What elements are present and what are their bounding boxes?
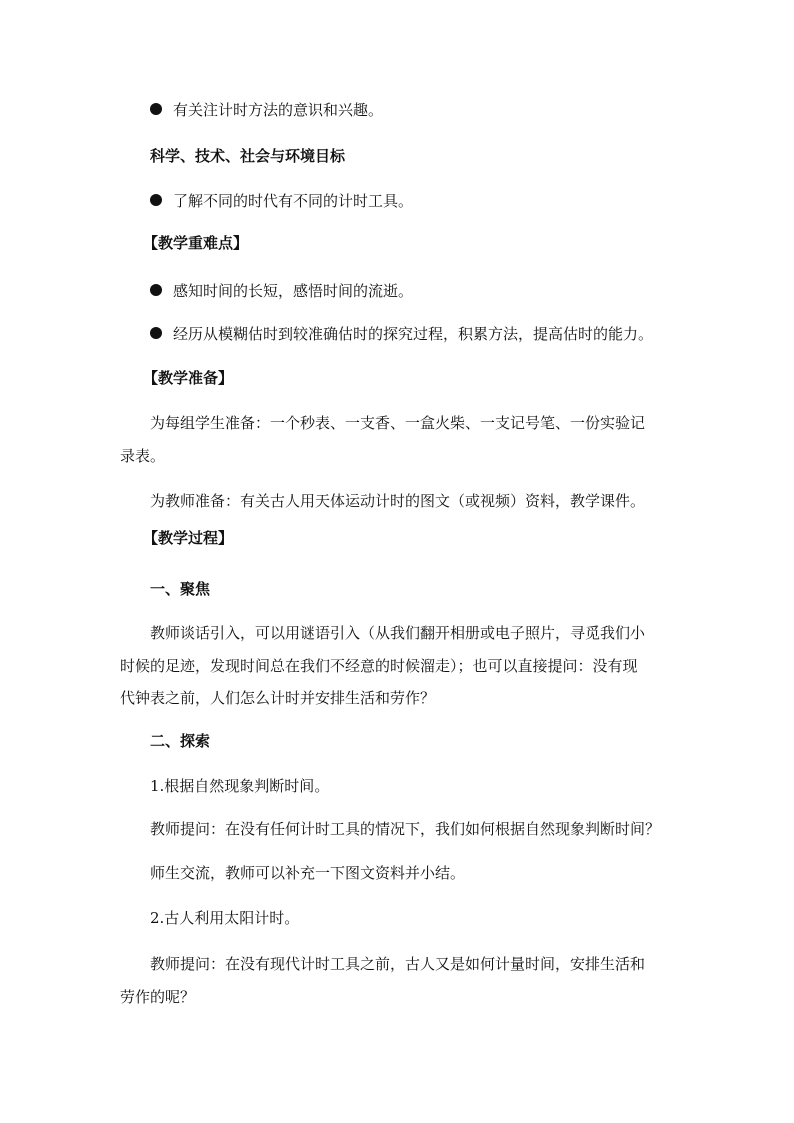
step-title-2: 2.古人利用太阳计时。 <box>150 909 300 927</box>
bullet-icon <box>150 103 162 115</box>
section-heading-preparation: 【教学准备】 <box>143 369 234 387</box>
section-heading-sts: 科学、技术、社会与环境目标 <box>150 147 346 165</box>
section-heading-key-points: 【教学重难点】 <box>143 234 249 252</box>
paragraph-step2-question-line: 教师提问：在没有现代计时工具之前，古人又是如何计量时间，安排生活和 <box>150 955 646 973</box>
list-item-text: 经历从模糊估时到较准确估时的探究过程，积累方法，提高估时的能力。 <box>173 325 654 343</box>
step-title-1: 1.根据自然现象判断时间。 <box>150 777 330 795</box>
paragraph-focus-line: 时候的足迹，发现时间总在我们不经意的时候溜走）；也可以直接提问：没有现 <box>120 657 638 675</box>
list-item-key-point-1 <box>150 280 413 302</box>
bullet-icon <box>150 284 162 296</box>
section-heading-process: 【教学过程】 <box>143 529 234 547</box>
paragraph-step1-question: 教师提问：在没有任何计时工具的情况下，我们如何根据自然现象判断时间？ <box>150 820 661 838</box>
list-item-text: 了解不同的时代有不同的计时工具。 <box>173 192 414 210</box>
subsection-heading-explore: 二、探索 <box>150 732 211 750</box>
subsection-heading-focus: 一、聚焦 <box>150 580 211 598</box>
bullet-icon <box>150 194 162 206</box>
list-item-key-point-2 <box>150 323 653 345</box>
paragraph-focus-line: 代钟表之前，人们怎么计时并安排生活和劳作？ <box>120 689 436 707</box>
paragraph-students-line: 为每组学生准备：一个秒表、一支香、一盒火柴、一支记号笔、一份实验记 <box>150 414 646 432</box>
paragraph-teacher-prep: 为教师准备：有关古人用天体运动计时的图文（或视频）资料，教学课件。 <box>150 492 646 510</box>
list-item-text: 感知时间的长短，感悟时间的流逝。 <box>173 282 414 300</box>
bullet-icon <box>150 327 162 339</box>
paragraph-focus-line: 教师谈话引入，可以用谜语引入（从我们翻开相册或电子照片，寻觅我们小 <box>150 624 646 642</box>
list-item-tools <box>150 190 413 212</box>
paragraph-students-line: 录表。 <box>120 447 166 465</box>
list-item-interest <box>150 99 383 121</box>
list-item-text: 有关注计时方法的意识和兴趣。 <box>173 101 384 119</box>
paragraph-step2-question-line: 劳作的呢？ <box>120 988 196 1006</box>
paragraph-step1-exchange: 师生交流，教师可以补充一下图文资料并小结。 <box>150 864 466 882</box>
